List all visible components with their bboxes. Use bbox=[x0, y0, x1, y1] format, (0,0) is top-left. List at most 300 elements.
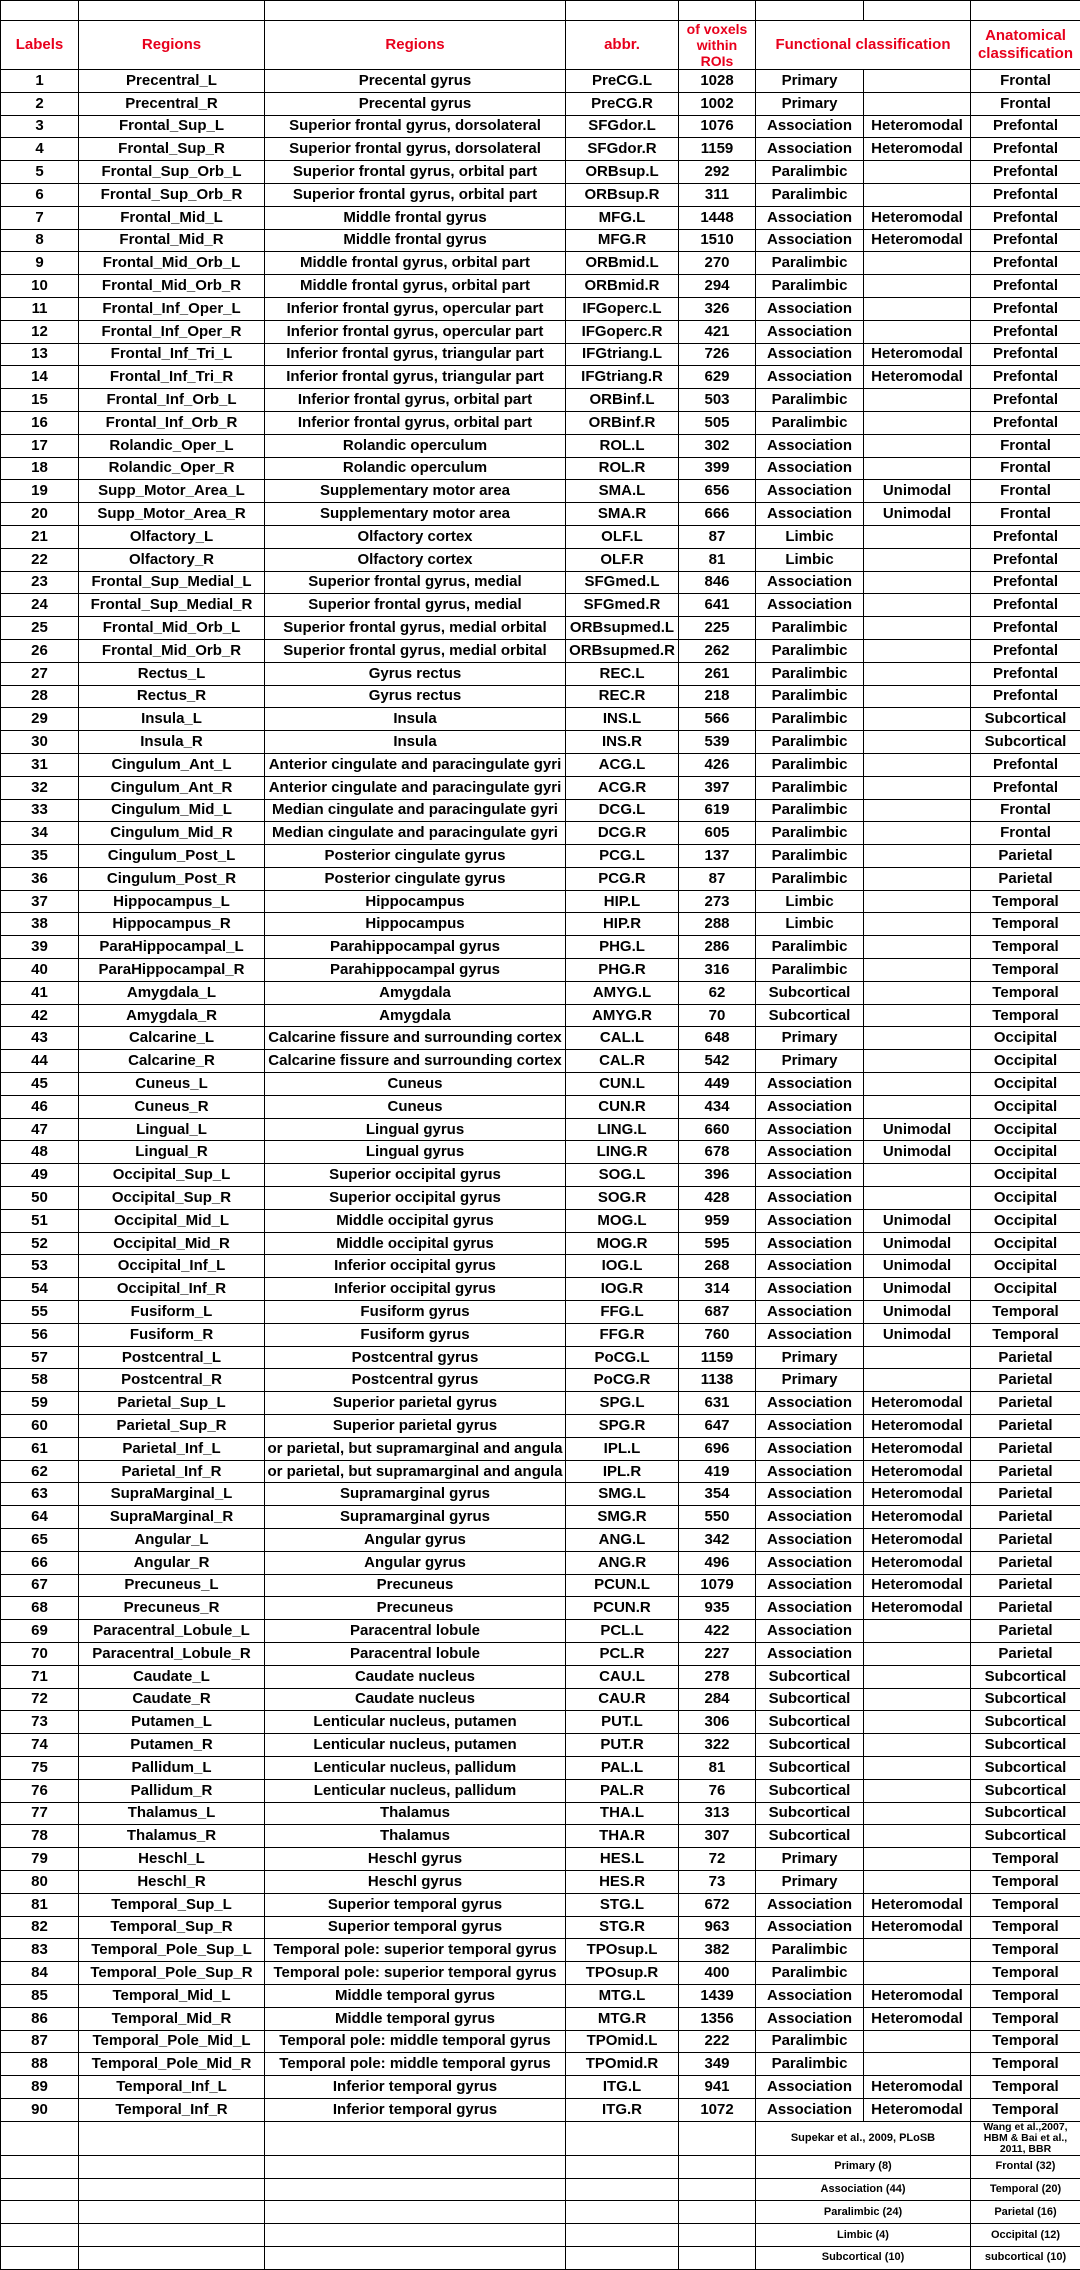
functional-sub-cell: Heteromodal bbox=[864, 1529, 971, 1552]
abbr-cell: IFGoperc.L bbox=[566, 297, 679, 320]
voxels-cell: 678 bbox=[679, 1141, 756, 1164]
region-name-cell: SupraMarginal_R bbox=[79, 1506, 265, 1529]
functional-cell: Association bbox=[756, 1483, 864, 1506]
voxels-cell: 1448 bbox=[679, 206, 756, 229]
abbr-cell: MFG.R bbox=[566, 229, 679, 252]
functional-cell: Paralimbic bbox=[756, 183, 864, 206]
functional-sub-cell bbox=[864, 753, 971, 776]
label-cell: 18 bbox=[1, 457, 79, 480]
voxels-cell: 505 bbox=[679, 411, 756, 434]
voxels-cell: 619 bbox=[679, 799, 756, 822]
functional-cell: Subcortical bbox=[756, 1779, 864, 1802]
region-full-cell: Supplementary motor area bbox=[265, 480, 566, 503]
anatomical-cell: Frontal bbox=[971, 457, 1080, 480]
functional-cell: Association bbox=[756, 1893, 864, 1916]
region-name-cell: Frontal_Mid_Orb_L bbox=[79, 252, 265, 275]
voxels-cell: 313 bbox=[679, 1802, 756, 1825]
abbr-cell: IFGtriang.L bbox=[566, 343, 679, 366]
functional-cell: Association bbox=[756, 2076, 864, 2099]
anatomical-cell: Frontal bbox=[971, 822, 1080, 845]
functional-cell: Association bbox=[756, 480, 864, 503]
functional-sub-cell: Heteromodal bbox=[864, 366, 971, 389]
functional-cell: Paralimbic bbox=[756, 639, 864, 662]
functional-cell: Subcortical bbox=[756, 1688, 864, 1711]
abbr-cell: SMA.R bbox=[566, 503, 679, 526]
table-row bbox=[1, 708, 1080, 731]
region-full-cell: Precental gyrus bbox=[265, 70, 566, 93]
region-name-cell: Parietal_Inf_L bbox=[79, 1437, 265, 1460]
label-cell: 60 bbox=[1, 1415, 79, 1438]
functional-cell: Association bbox=[756, 1529, 864, 1552]
functional-cell: Subcortical bbox=[756, 1734, 864, 1757]
voxels-cell: 605 bbox=[679, 822, 756, 845]
label-cell: 65 bbox=[1, 1529, 79, 1552]
region-full-cell: Lingual gyrus bbox=[265, 1118, 566, 1141]
table-row bbox=[1, 1597, 1080, 1620]
anatomical-cell: Parietal bbox=[971, 1597, 1080, 1620]
anatomical-cell: Occipital bbox=[971, 1050, 1080, 1073]
anatomical-cell: Parietal bbox=[971, 845, 1080, 868]
region-full-cell: Inferior frontal gyrus, opercular part bbox=[265, 297, 566, 320]
footer-functional-summary: Association (44) bbox=[756, 2178, 971, 2201]
abbr-cell: DCG.R bbox=[566, 822, 679, 845]
table-row bbox=[1, 753, 1080, 776]
functional-cell: Association bbox=[756, 1141, 864, 1164]
anatomical-cell: Occipital bbox=[971, 1164, 1080, 1187]
functional-sub-cell: Unimodal bbox=[864, 1255, 971, 1278]
table-row bbox=[1, 1893, 1080, 1916]
footer-row bbox=[1, 2178, 1080, 2201]
region-name-cell: Putamen_R bbox=[79, 1734, 265, 1757]
table-row bbox=[1, 1529, 1080, 1552]
abbr-cell: ORBinf.L bbox=[566, 389, 679, 412]
footer-empty-cell bbox=[79, 2201, 265, 2224]
functional-cell: Subcortical bbox=[756, 1004, 864, 1027]
region-name-cell: Frontal_Inf_Orb_L bbox=[79, 389, 265, 412]
region-full-cell: Middle frontal gyrus bbox=[265, 206, 566, 229]
functional-cell: Paralimbic bbox=[756, 1939, 864, 1962]
abbr-cell: TPOmid.R bbox=[566, 2053, 679, 2076]
label-cell: 42 bbox=[1, 1004, 79, 1027]
label-cell: 38 bbox=[1, 913, 79, 936]
abbr-cell: FFG.L bbox=[566, 1301, 679, 1324]
functional-sub-cell: Heteromodal bbox=[864, 2007, 971, 2030]
region-name-cell: Temporal_Inf_R bbox=[79, 2098, 265, 2121]
region-name-cell: Frontal_Mid_Orb_R bbox=[79, 275, 265, 298]
voxels-cell: 666 bbox=[679, 503, 756, 526]
table-row bbox=[1, 936, 1080, 959]
anatomical-cell: Temporal bbox=[971, 1939, 1080, 1962]
functional-sub-cell bbox=[864, 890, 971, 913]
region-name-cell: Paracentral_Lobule_L bbox=[79, 1620, 265, 1643]
functional-sub-cell bbox=[864, 2030, 971, 2053]
abbr-cell: CAL.L bbox=[566, 1027, 679, 1050]
table-row bbox=[1, 2076, 1080, 2099]
label-cell: 35 bbox=[1, 845, 79, 868]
label-cell: 50 bbox=[1, 1187, 79, 1210]
label-cell: 85 bbox=[1, 1984, 79, 2007]
voxels-cell: 87 bbox=[679, 867, 756, 890]
region-name-cell: Frontal_Inf_Orb_R bbox=[79, 411, 265, 434]
anatomical-cell: Prefontal bbox=[971, 343, 1080, 366]
region-full-cell: Middle temporal gyrus bbox=[265, 1984, 566, 2007]
region-full-cell: Middle frontal gyrus bbox=[265, 229, 566, 252]
abbr-cell: SMA.L bbox=[566, 480, 679, 503]
anatomical-cell: Occipital bbox=[971, 1027, 1080, 1050]
label-cell: 55 bbox=[1, 1301, 79, 1324]
functional-cell: Association bbox=[756, 1118, 864, 1141]
voxels-cell: 641 bbox=[679, 594, 756, 617]
footer-row bbox=[1, 2246, 1080, 2269]
footer-anatomical-summary: Parietal (16) bbox=[971, 2201, 1080, 2224]
voxels-cell: 399 bbox=[679, 457, 756, 480]
abbr-cell: LING.R bbox=[566, 1141, 679, 1164]
voxels-cell: 76 bbox=[679, 1779, 756, 1802]
functional-cell: Subcortical bbox=[756, 1665, 864, 1688]
table-row bbox=[1, 457, 1080, 480]
region-full-cell: Caudate nucleus bbox=[265, 1688, 566, 1711]
label-cell: 25 bbox=[1, 617, 79, 640]
voxels-cell: 262 bbox=[679, 639, 756, 662]
table-row bbox=[1, 1027, 1080, 1050]
region-full-cell: Supplementary motor area bbox=[265, 503, 566, 526]
functional-cell: Association bbox=[756, 1460, 864, 1483]
label-cell: 30 bbox=[1, 731, 79, 754]
anatomical-cell: Temporal bbox=[971, 959, 1080, 982]
region-name-cell: Pallidum_R bbox=[79, 1779, 265, 1802]
functional-cell: Limbic bbox=[756, 548, 864, 571]
region-name-cell: Temporal_Pole_Mid_L bbox=[79, 2030, 265, 2053]
region-name-cell: Caudate_L bbox=[79, 1665, 265, 1688]
header-anatomical: Anatomical classification bbox=[971, 21, 1080, 70]
anatomical-cell: Subcortical bbox=[971, 1665, 1080, 1688]
footer-empty-cell bbox=[79, 2246, 265, 2269]
functional-cell: Association bbox=[756, 434, 864, 457]
anatomical-cell: Parietal bbox=[971, 1369, 1080, 1392]
anatomical-cell: Prefontal bbox=[971, 548, 1080, 571]
abbr-cell: PCUN.L bbox=[566, 1574, 679, 1597]
label-cell: 29 bbox=[1, 708, 79, 731]
region-full-cell: Olfactory cortex bbox=[265, 548, 566, 571]
table-row bbox=[1, 1870, 1080, 1893]
region-name-cell: Thalamus_L bbox=[79, 1802, 265, 1825]
anatomical-cell: Parietal bbox=[971, 1574, 1080, 1597]
voxels-cell: 503 bbox=[679, 389, 756, 412]
functional-cell: Association bbox=[756, 1392, 864, 1415]
label-cell: 62 bbox=[1, 1460, 79, 1483]
label-cell: 64 bbox=[1, 1506, 79, 1529]
region-name-cell: ParaHippocampal_R bbox=[79, 959, 265, 982]
abbr-cell: SMG.L bbox=[566, 1483, 679, 1506]
region-full-cell: Lenticular nucleus, pallidum bbox=[265, 1779, 566, 1802]
anatomical-cell: Prefontal bbox=[971, 115, 1080, 138]
abbr-cell: ORBmid.R bbox=[566, 275, 679, 298]
abbr-cell: STG.L bbox=[566, 1893, 679, 1916]
anatomical-cell: Prefontal bbox=[971, 275, 1080, 298]
abbr-cell: TPOmid.L bbox=[566, 2030, 679, 2053]
region-name-cell: Lingual_L bbox=[79, 1118, 265, 1141]
label-cell: 56 bbox=[1, 1323, 79, 1346]
region-full-cell: Inferior frontal gyrus, orbital part bbox=[265, 389, 566, 412]
label-cell: 21 bbox=[1, 525, 79, 548]
label-cell: 78 bbox=[1, 1825, 79, 1848]
functional-cell: Paralimbic bbox=[756, 411, 864, 434]
label-cell: 75 bbox=[1, 1756, 79, 1779]
label-cell: 10 bbox=[1, 275, 79, 298]
voxels-cell: 278 bbox=[679, 1665, 756, 1688]
functional-cell: Paralimbic bbox=[756, 731, 864, 754]
region-full-cell: Inferior frontal gyrus, opercular part bbox=[265, 320, 566, 343]
region-full-cell: Lenticular nucleus, pallidum bbox=[265, 1756, 566, 1779]
label-cell: 51 bbox=[1, 1209, 79, 1232]
functional-sub-cell bbox=[864, 1073, 971, 1096]
table-row bbox=[1, 2098, 1080, 2121]
region-full-cell: Fusiform gyrus bbox=[265, 1323, 566, 1346]
table-row bbox=[1, 525, 1080, 548]
functional-cell: Primary bbox=[756, 1870, 864, 1893]
voxels-cell: 696 bbox=[679, 1437, 756, 1460]
functional-sub-cell bbox=[864, 685, 971, 708]
abbr-cell: THA.L bbox=[566, 1802, 679, 1825]
anatomical-cell: Prefontal bbox=[971, 183, 1080, 206]
functional-cell: Association bbox=[756, 206, 864, 229]
footer-empty-cell bbox=[679, 2224, 756, 2247]
abbr-cell: AMYG.L bbox=[566, 981, 679, 1004]
functional-sub-cell bbox=[864, 936, 971, 959]
table-row bbox=[1, 252, 1080, 275]
functional-sub-cell: Heteromodal bbox=[864, 2098, 971, 2121]
functional-sub-cell bbox=[864, 1825, 971, 1848]
region-name-cell: Temporal_Pole_Sup_R bbox=[79, 1962, 265, 1985]
anatomical-cell: Frontal bbox=[971, 503, 1080, 526]
abbr-cell: LING.L bbox=[566, 1118, 679, 1141]
table-row bbox=[1, 1164, 1080, 1187]
anatomical-cell: Prefontal bbox=[971, 252, 1080, 275]
functional-sub-cell: Heteromodal bbox=[864, 1392, 971, 1415]
table-row bbox=[1, 594, 1080, 617]
voxels-cell: 72 bbox=[679, 1848, 756, 1871]
region-name-cell: Precentral_R bbox=[79, 92, 265, 115]
label-cell: 15 bbox=[1, 389, 79, 412]
anatomical-cell: Parietal bbox=[971, 1506, 1080, 1529]
anatomical-cell: Occipital bbox=[971, 1118, 1080, 1141]
region-name-cell: Putamen_L bbox=[79, 1711, 265, 1734]
label-cell: 90 bbox=[1, 2098, 79, 2121]
anatomical-cell: Subcortical bbox=[971, 1688, 1080, 1711]
abbr-cell: ITG.R bbox=[566, 2098, 679, 2121]
region-full-cell: Lenticular nucleus, putamen bbox=[265, 1734, 566, 1757]
functional-sub-cell bbox=[864, 708, 971, 731]
abbr-cell: HES.L bbox=[566, 1848, 679, 1871]
table-row bbox=[1, 1209, 1080, 1232]
region-full-cell: Fusiform gyrus bbox=[265, 1301, 566, 1324]
table-row bbox=[1, 183, 1080, 206]
functional-cell: Association bbox=[756, 1642, 864, 1665]
functional-sub-cell bbox=[864, 1848, 971, 1871]
abbr-cell: PCUN.R bbox=[566, 1597, 679, 1620]
functional-sub-cell: Heteromodal bbox=[864, 1893, 971, 1916]
table-row bbox=[1, 2007, 1080, 2030]
table-row bbox=[1, 1665, 1080, 1688]
footer-row bbox=[1, 2201, 1080, 2224]
region-name-cell: Insula_L bbox=[79, 708, 265, 731]
table-row bbox=[1, 571, 1080, 594]
region-full-cell: Superior frontal gyrus, orbital part bbox=[265, 161, 566, 184]
voxels-cell: 307 bbox=[679, 1825, 756, 1848]
region-name-cell: Frontal_Sup_Orb_L bbox=[79, 161, 265, 184]
voxels-cell: 218 bbox=[679, 685, 756, 708]
table-row bbox=[1, 2053, 1080, 2076]
abbr-cell: THA.R bbox=[566, 1825, 679, 1848]
voxels-cell: 349 bbox=[679, 2053, 756, 2076]
anatomical-cell: Occipital bbox=[971, 1073, 1080, 1096]
region-name-cell: Angular_L bbox=[79, 1529, 265, 1552]
table-row bbox=[1, 503, 1080, 526]
functional-sub-cell bbox=[864, 525, 971, 548]
label-cell: 63 bbox=[1, 1483, 79, 1506]
voxels-cell: 941 bbox=[679, 2076, 756, 2099]
functional-cell: Primary bbox=[756, 1050, 864, 1073]
functional-cell: Primary bbox=[756, 1369, 864, 1392]
region-name-cell: Supp_Motor_Area_R bbox=[79, 503, 265, 526]
functional-sub-cell bbox=[864, 1802, 971, 1825]
abbr-cell: REC.L bbox=[566, 662, 679, 685]
voxels-cell: 1510 bbox=[679, 229, 756, 252]
functional-sub-cell: Heteromodal bbox=[864, 1984, 971, 2007]
functional-cell: Paralimbic bbox=[756, 959, 864, 982]
label-cell: 14 bbox=[1, 366, 79, 389]
functional-sub-cell bbox=[864, 845, 971, 868]
voxels-cell: 846 bbox=[679, 571, 756, 594]
functional-sub-cell bbox=[864, 1095, 971, 1118]
functional-cell: Subcortical bbox=[756, 1802, 864, 1825]
table-row bbox=[1, 867, 1080, 890]
footer-row bbox=[1, 2121, 1080, 2155]
footer-anatomical-summary: Occipital (12) bbox=[971, 2224, 1080, 2247]
functional-cell: Paralimbic bbox=[756, 708, 864, 731]
label-cell: 73 bbox=[1, 1711, 79, 1734]
abbr-cell: IPL.L bbox=[566, 1437, 679, 1460]
voxels-cell: 1002 bbox=[679, 92, 756, 115]
abbr-cell: PoCG.L bbox=[566, 1346, 679, 1369]
table-row bbox=[1, 1415, 1080, 1438]
region-name-cell: Hippocampus_L bbox=[79, 890, 265, 913]
label-cell: 54 bbox=[1, 1278, 79, 1301]
region-name-cell: Frontal_Mid_R bbox=[79, 229, 265, 252]
region-name-cell: Olfactory_R bbox=[79, 548, 265, 571]
anatomical-cell: Prefontal bbox=[971, 138, 1080, 161]
region-full-cell: Postcentral gyrus bbox=[265, 1369, 566, 1392]
anatomical-cell: Frontal bbox=[971, 434, 1080, 457]
functional-sub-cell bbox=[864, 981, 971, 1004]
region-name-cell: Frontal_Mid_L bbox=[79, 206, 265, 229]
table-row bbox=[1, 1688, 1080, 1711]
region-full-cell: Inferior temporal gyrus bbox=[265, 2076, 566, 2099]
voxels-cell: 62 bbox=[679, 981, 756, 1004]
functional-sub-cell bbox=[864, 275, 971, 298]
footer-empty-cell bbox=[79, 2155, 265, 2178]
abbr-cell: HIP.L bbox=[566, 890, 679, 913]
voxels-cell: 382 bbox=[679, 1939, 756, 1962]
functional-cell: Primary bbox=[756, 92, 864, 115]
region-full-cell: Precental gyrus bbox=[265, 92, 566, 115]
anatomical-cell: Prefontal bbox=[971, 389, 1080, 412]
anatomical-cell: Occipital bbox=[971, 1141, 1080, 1164]
functional-sub-cell: Unimodal bbox=[864, 1301, 971, 1324]
anatomical-cell: Prefontal bbox=[971, 229, 1080, 252]
table-row bbox=[1, 1278, 1080, 1301]
table-row bbox=[1, 822, 1080, 845]
table-row bbox=[1, 1756, 1080, 1779]
abbr-cell: CAU.R bbox=[566, 1688, 679, 1711]
anatomical-cell: Prefontal bbox=[971, 525, 1080, 548]
footer-anatomical-summary: subcortical (10) bbox=[971, 2246, 1080, 2269]
functional-sub-cell bbox=[864, 799, 971, 822]
voxels-cell: 294 bbox=[679, 275, 756, 298]
label-cell: 79 bbox=[1, 1848, 79, 1871]
anatomical-cell: Prefontal bbox=[971, 685, 1080, 708]
abbr-cell: SFGdor.R bbox=[566, 138, 679, 161]
label-cell: 59 bbox=[1, 1392, 79, 1415]
table-row bbox=[1, 1962, 1080, 1985]
abbr-cell: OLF.L bbox=[566, 525, 679, 548]
voxels-cell: 70 bbox=[679, 1004, 756, 1027]
functional-sub-cell bbox=[864, 1939, 971, 1962]
abbr-cell: AMYG.R bbox=[566, 1004, 679, 1027]
label-cell: 49 bbox=[1, 1164, 79, 1187]
abbr-cell: PAL.L bbox=[566, 1756, 679, 1779]
region-full-cell: Calcarine fissure and surrounding cortex bbox=[265, 1027, 566, 1050]
region-name-cell: Angular_R bbox=[79, 1551, 265, 1574]
anatomical-cell: Parietal bbox=[971, 1483, 1080, 1506]
table-row bbox=[1, 1642, 1080, 1665]
abbr-cell: PCL.R bbox=[566, 1642, 679, 1665]
table-row bbox=[1, 1301, 1080, 1324]
voxels-cell: 397 bbox=[679, 776, 756, 799]
functional-sub-cell bbox=[864, 548, 971, 571]
abbr-cell: SFGmed.L bbox=[566, 571, 679, 594]
voxels-cell: 595 bbox=[679, 1232, 756, 1255]
voxels-cell: 1159 bbox=[679, 1346, 756, 1369]
anatomical-cell: Parietal bbox=[971, 1346, 1080, 1369]
table-row bbox=[1, 1369, 1080, 1392]
table-row bbox=[1, 731, 1080, 754]
table-row bbox=[1, 1346, 1080, 1369]
table-row bbox=[1, 1984, 1080, 2007]
footer-empty-cell bbox=[679, 2246, 756, 2269]
table-row bbox=[1, 70, 1080, 93]
footer-anatomical-summary: Frontal (32) bbox=[971, 2155, 1080, 2178]
anatomical-cell: Parietal bbox=[971, 1392, 1080, 1415]
table-row bbox=[1, 1004, 1080, 1027]
abbr-cell: SOG.L bbox=[566, 1164, 679, 1187]
region-name-cell: Occipital_Mid_L bbox=[79, 1209, 265, 1232]
anatomical-cell: Temporal bbox=[971, 1893, 1080, 1916]
region-name-cell: Occipital_Sup_R bbox=[79, 1187, 265, 1210]
label-cell: 32 bbox=[1, 776, 79, 799]
footer-functional-summary: Supekar et al., 2009, PLoSB bbox=[756, 2121, 971, 2155]
functional-sub-cell: Heteromodal bbox=[864, 1916, 971, 1939]
anatomical-cell: Prefontal bbox=[971, 662, 1080, 685]
abbr-cell: IFGtriang.R bbox=[566, 366, 679, 389]
header-functional: Functional classification bbox=[756, 21, 971, 70]
anatomical-cell: Prefontal bbox=[971, 366, 1080, 389]
anatomical-cell: Temporal bbox=[971, 1916, 1080, 1939]
region-name-cell: Cuneus_R bbox=[79, 1095, 265, 1118]
label-cell: 74 bbox=[1, 1734, 79, 1757]
functional-cell: Association bbox=[756, 138, 864, 161]
label-cell: 19 bbox=[1, 480, 79, 503]
